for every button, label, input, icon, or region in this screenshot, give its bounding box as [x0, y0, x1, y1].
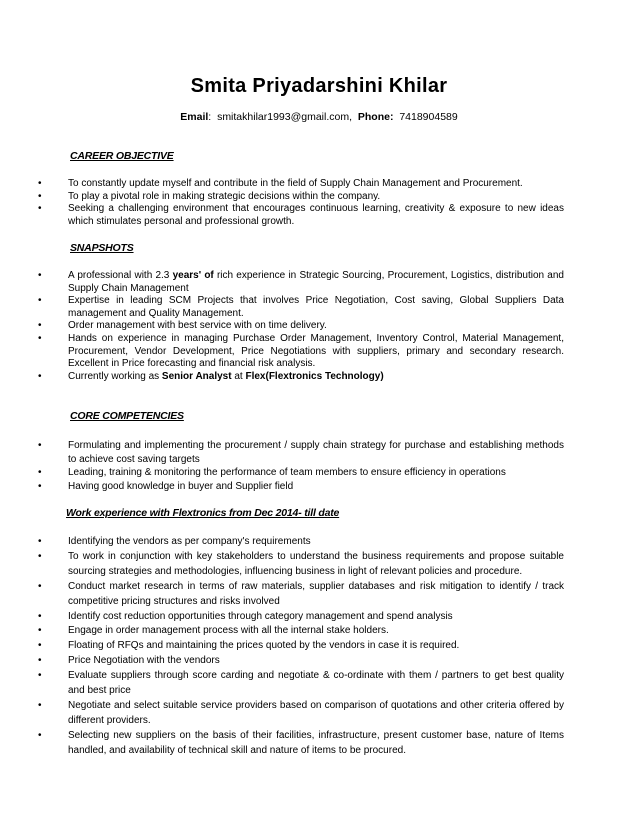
phone-label: Phone:: [357, 111, 394, 123]
list-item: • Selecting new suppliers on the basis of their facilities, infrastructure, present customer base, nature of Items handled, and availability of technical skill and nature of items to be procured.: [0, 729, 564, 759]
employer-name: Flex(Flextronics Technology): [245, 370, 384, 382]
email-value: smitakhilar1993@gmail.com,: [217, 111, 353, 123]
list-item: • Engage in order management process with all the internal stake holders.: [0, 624, 564, 639]
work-experience-list: [0, 535, 638, 759]
core-competencies-list: [0, 439, 638, 493]
list-item: • To constantly update myself and contribute in the field of Supply Chain Management and Procurement.: [0, 178, 564, 191]
snapshot-text: rich experience in Strategic Sourcing, Procurement, Logistics, distribution and Supply Chain Management: [68, 270, 564, 294]
list-item: • Floating of RFQs and maintaining the prices quoted by the vendors in case it is required.: [0, 639, 564, 654]
list-item: • Identify cost reduction opportunities through category management and spend analysis: [0, 610, 564, 625]
list-item: • Order management with best service with on time delivery.: [0, 320, 564, 333]
list-item: [0, 270, 564, 295]
list-item: [0, 371, 564, 384]
list-item: • To work in conjunction with key stakeholders to understand the business requirements and propose suitable sourcing strategies and methodologies, influencing business in light of relevant policies and procedure.: [0, 550, 564, 580]
snapshots-list: [0, 270, 638, 383]
core-competencies-heading: CORE COMPETENCIES: [70, 410, 184, 422]
list-item: • Leading, training & monitoring the performance of team members to ensure efficiency in operations: [0, 466, 564, 480]
list-item: • Price Negotiation with the vendors: [0, 654, 564, 669]
career-objective-heading: CAREER OBJECTIVE: [70, 150, 174, 162]
snapshot-text: A professional with 2.3: [68, 270, 173, 281]
list-item: • Negotiate and select suitable service providers based on comparison of quotations and other criteria offered by different providers.: [0, 699, 564, 729]
list-item: • Evaluate suppliers through score carding and negotiate & co-ordinate with them / partners to get best quality and best price: [0, 669, 564, 699]
list-item: • Hands on experience in managing Purchase Order Management, Inventory Control, Material Management, Procurement, Vendor Development, Price Negotiations with suppliers, primary and secondary research. Excellent in Price forecasting and financial risk analysis.: [0, 333, 564, 371]
list-item: • To play a pivotal role in making strategic decisions within the company.: [0, 191, 564, 204]
snapshots-heading: SNAPSHOTS: [70, 242, 134, 254]
candidate-name: Smita Priyadarshini Khilar: [190, 75, 448, 97]
phone-value: 7418904589: [399, 111, 458, 123]
snapshot-text: at: [231, 370, 246, 382]
list-item: • Expertise in leading SCM Projects that involves Price Negotiation, Cost saving, Global Suppliers Data management and Quality Management.: [0, 295, 564, 320]
snapshot-bold: years' of: [172, 270, 214, 281]
list-item: • Seeking a challenging environment that encourages continuous learning, creativity & exposure to new ideas which stimulates personal and professional growth.: [0, 203, 564, 228]
list-item: • Conduct market research in terms of raw materials, supplier databases and risk mitigation to identify / track competitive pricing structures and risks involved: [0, 580, 564, 610]
job-title: Senior Analyst: [161, 370, 232, 382]
career-objective-list: [0, 178, 638, 228]
list-item: • Having good knowledge in buyer and Supplier field: [0, 480, 564, 494]
list-item: • Formulating and implementing the procurement / supply chain strategy for purchase and establishing methods to achieve cost saving targets: [0, 439, 564, 466]
email-label: Email: [180, 111, 209, 123]
list-item: • Identifying the vendors as per company's requirements: [0, 535, 564, 550]
work-experience-heading: Work experience with Flextronics from Dec 2014- till date: [66, 507, 340, 519]
snapshot-text: Currently working as: [68, 370, 162, 382]
contact-line: Email: smitakhilar1993@gmail.com, Phone: 7418904589: [180, 111, 458, 123]
